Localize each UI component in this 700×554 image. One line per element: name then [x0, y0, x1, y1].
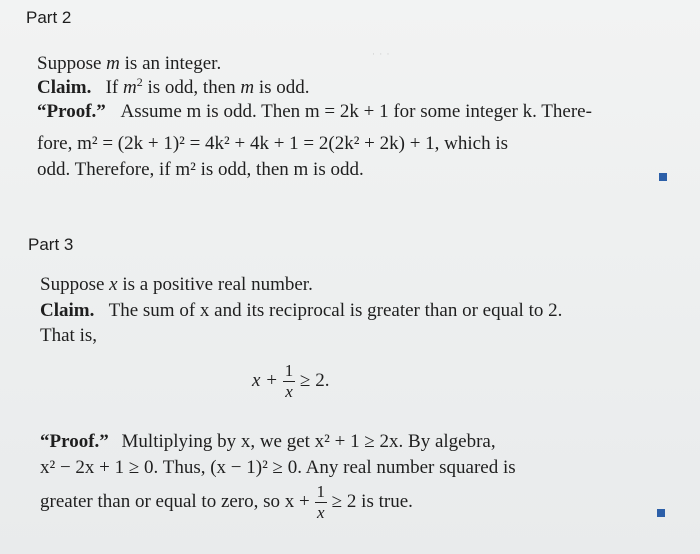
inline-fraction: $\frac{1}{x}$: [316, 482, 325, 522]
claim-label: Claim.: [40, 300, 95, 321]
part2-claim: Claim. If $m^2$ is odd, then m is odd.: [37, 75, 310, 98]
part2-proof-line2: fore, m² = (2k + 1)² = 4k² + 4k + 1 = 2(2k² + 2k) + 1, which is: [37, 133, 509, 154]
part2-title: Part 2: [26, 8, 72, 27]
proof-label: “Proof.”: [37, 101, 106, 122]
part2-proof-line3: odd. Therefore, if m² is odd, then m is odd.: [37, 159, 364, 180]
part3-proof-line1: “Proof.” Multiplying by x, we get x² + 1 ≥ 2x. By algebra,: [40, 431, 496, 452]
qed-square-icon: [657, 509, 665, 517]
proof-label: “Proof.”: [40, 431, 109, 452]
part3-proof-line2: x² − 2x + 1 ≥ 0. Thus, (x − 1)² ≥ 0. Any real number squared is: [40, 457, 516, 478]
part2-suppose: Suppose m is an integer.: [37, 53, 222, 74]
part3-proof-line3: greater than or equal to zero, so x + $\frac{1}{x}$ ≥ 2 is true.: [40, 482, 413, 522]
display-fraction: $\frac{1}{x}$: [284, 361, 294, 401]
part3-suppose: Suppose x is a positive real number.: [40, 274, 313, 295]
part2-proof-line1: “Proof.” Assume m is odd. Then m = 2k + 1 for some integer k. There-: [37, 101, 592, 122]
claim-label: Claim.: [37, 77, 92, 98]
part3-claim: Claim. The sum of x and its reciprocal is greater than or equal to 2.: [40, 300, 563, 321]
part3-title: Part 3: [28, 235, 74, 254]
part3-that-is: That is,: [40, 325, 97, 346]
display-inequality: x + $\frac{1}{x}$ ≥ 2.: [252, 361, 330, 401]
qed-square-icon: [659, 173, 667, 181]
faint-mark: · · ·: [372, 49, 391, 59]
